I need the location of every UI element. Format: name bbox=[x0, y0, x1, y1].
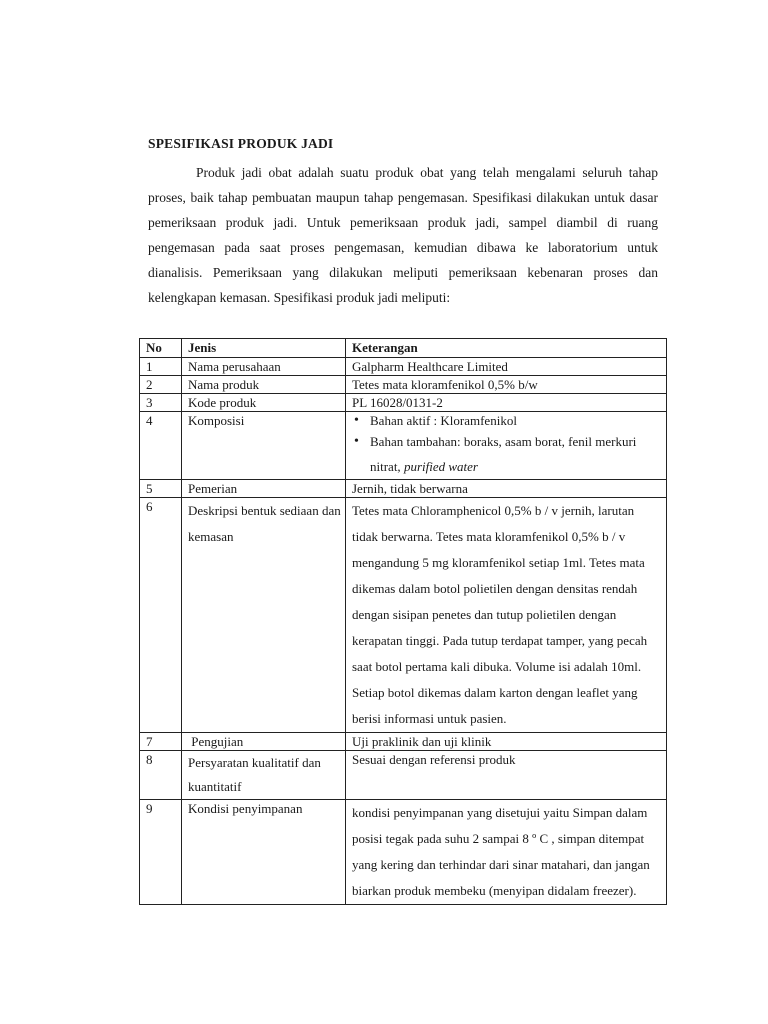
row-jenis: Persyaratan kualitatif dan kuantitatif bbox=[182, 751, 346, 800]
list-item bbox=[352, 429, 662, 479]
italic-term: purified water bbox=[403, 459, 478, 474]
row-no: 5 bbox=[140, 480, 182, 498]
table-row bbox=[140, 751, 667, 800]
row-no: 9 bbox=[140, 800, 182, 905]
table-row bbox=[140, 498, 667, 733]
row-jenis: Nama perusahaan bbox=[182, 358, 346, 376]
row-keterangan: Tetes mata Chloramphenicol 0,5% b / v jernih, larutan tidak berwarna. Tetes mata kloramfenikol 0,5% b / v mengandung 5 mg kloramfenikol setiap 1ml. Tetes mata dikemas dalam botol polietilen dengan densitas rendah dengan sisipan penetes dan tutup polietilen dengan kerapatan tinggi. Pada tutup terdapat tamper, yang pecah saat botol pertama kali dibuka. Volume isi adalah 10ml. Setiap botol dikemas dalam karton dengan leaflet yang berisi informasi untuk pasien. bbox=[346, 498, 667, 733]
row-no: 8 bbox=[140, 751, 182, 800]
table-row bbox=[140, 800, 667, 905]
table-row bbox=[140, 412, 667, 480]
table-row bbox=[140, 394, 667, 412]
row-no: 7 bbox=[140, 733, 182, 751]
list-item bbox=[352, 412, 662, 429]
bullet-text: Bahan tambahan: boraks, asam borat, fenil merkuri nitrat, bbox=[370, 434, 637, 474]
table-row bbox=[140, 480, 667, 498]
row-keterangan bbox=[346, 412, 667, 480]
row-jenis: Nama produk bbox=[182, 376, 346, 394]
intro-paragraph: Produk jadi obat adalah suatu produk obat yang telah mengalami seluruh tahap proses, baik tahap pembuatan maupun tahap pengemasan. Spesifikasi dilakukan untuk dasar pemeriksaan produk jadi. Untuk pemeriksaan produk jadi, sampel diambil di ruang pengemasan pada saat proses pengemasan, kemudian dibawa ke laboratorium untuk dianalisis. Pemeriksaan yang dilakukan meliputi pemeriksaan kebenaran proses dan kelengkapan kemasan. Spesifikasi produk jadi meliputi: bbox=[148, 165, 658, 305]
header-jenis: Jenis bbox=[182, 339, 346, 358]
table-row bbox=[140, 358, 667, 376]
row-keterangan: Tetes mata kloramfenikol 0,5% b/w bbox=[346, 376, 667, 394]
header-keterangan: Keterangan bbox=[346, 339, 667, 358]
document-title: SPESIFIKASI PRODUK JADI bbox=[148, 136, 334, 151]
row-jenis: Kode produk bbox=[182, 394, 346, 412]
row-keterangan: Sesuai dengan referensi produk bbox=[346, 751, 667, 800]
row-jenis: Pengujian bbox=[182, 733, 346, 751]
specification-table bbox=[139, 338, 667, 905]
row-no: 4 bbox=[140, 412, 182, 480]
row-keterangan: PL 16028/0131-2 bbox=[346, 394, 667, 412]
row-keterangan: Jernih, tidak berwarna bbox=[346, 480, 667, 498]
row-jenis: Pemerian bbox=[182, 480, 346, 498]
composition-list bbox=[352, 412, 662, 479]
row-no: 1 bbox=[140, 358, 182, 376]
row-jenis: Deskripsi bentuk sediaan dan kemasan bbox=[182, 498, 346, 733]
header-no: No bbox=[140, 339, 182, 358]
table-row bbox=[140, 376, 667, 394]
row-keterangan: Uji praklinik dan uji klinik bbox=[346, 733, 667, 751]
row-keterangan: Galpharm Healthcare Limited bbox=[346, 358, 667, 376]
table-row bbox=[140, 733, 667, 751]
row-jenis: Komposisi bbox=[182, 412, 346, 480]
table-header-row bbox=[140, 339, 667, 358]
bullet-text: Bahan aktif : Kloramfenikol bbox=[370, 413, 517, 428]
row-no: 3 bbox=[140, 394, 182, 412]
row-no: 6 bbox=[140, 498, 182, 733]
row-jenis: Kondisi penyimpanan bbox=[182, 800, 346, 905]
row-no: 2 bbox=[140, 376, 182, 394]
row-keterangan: kondisi penyimpanan yang disetujui yaitu Simpan dalam posisi tegak pada suhu 2 sampai 8 º C , simpan ditempat yang kering dan terhindar dari sinar matahari, dan jangan biarkan produk membeku (menyipan didalam freezer). bbox=[346, 800, 667, 905]
